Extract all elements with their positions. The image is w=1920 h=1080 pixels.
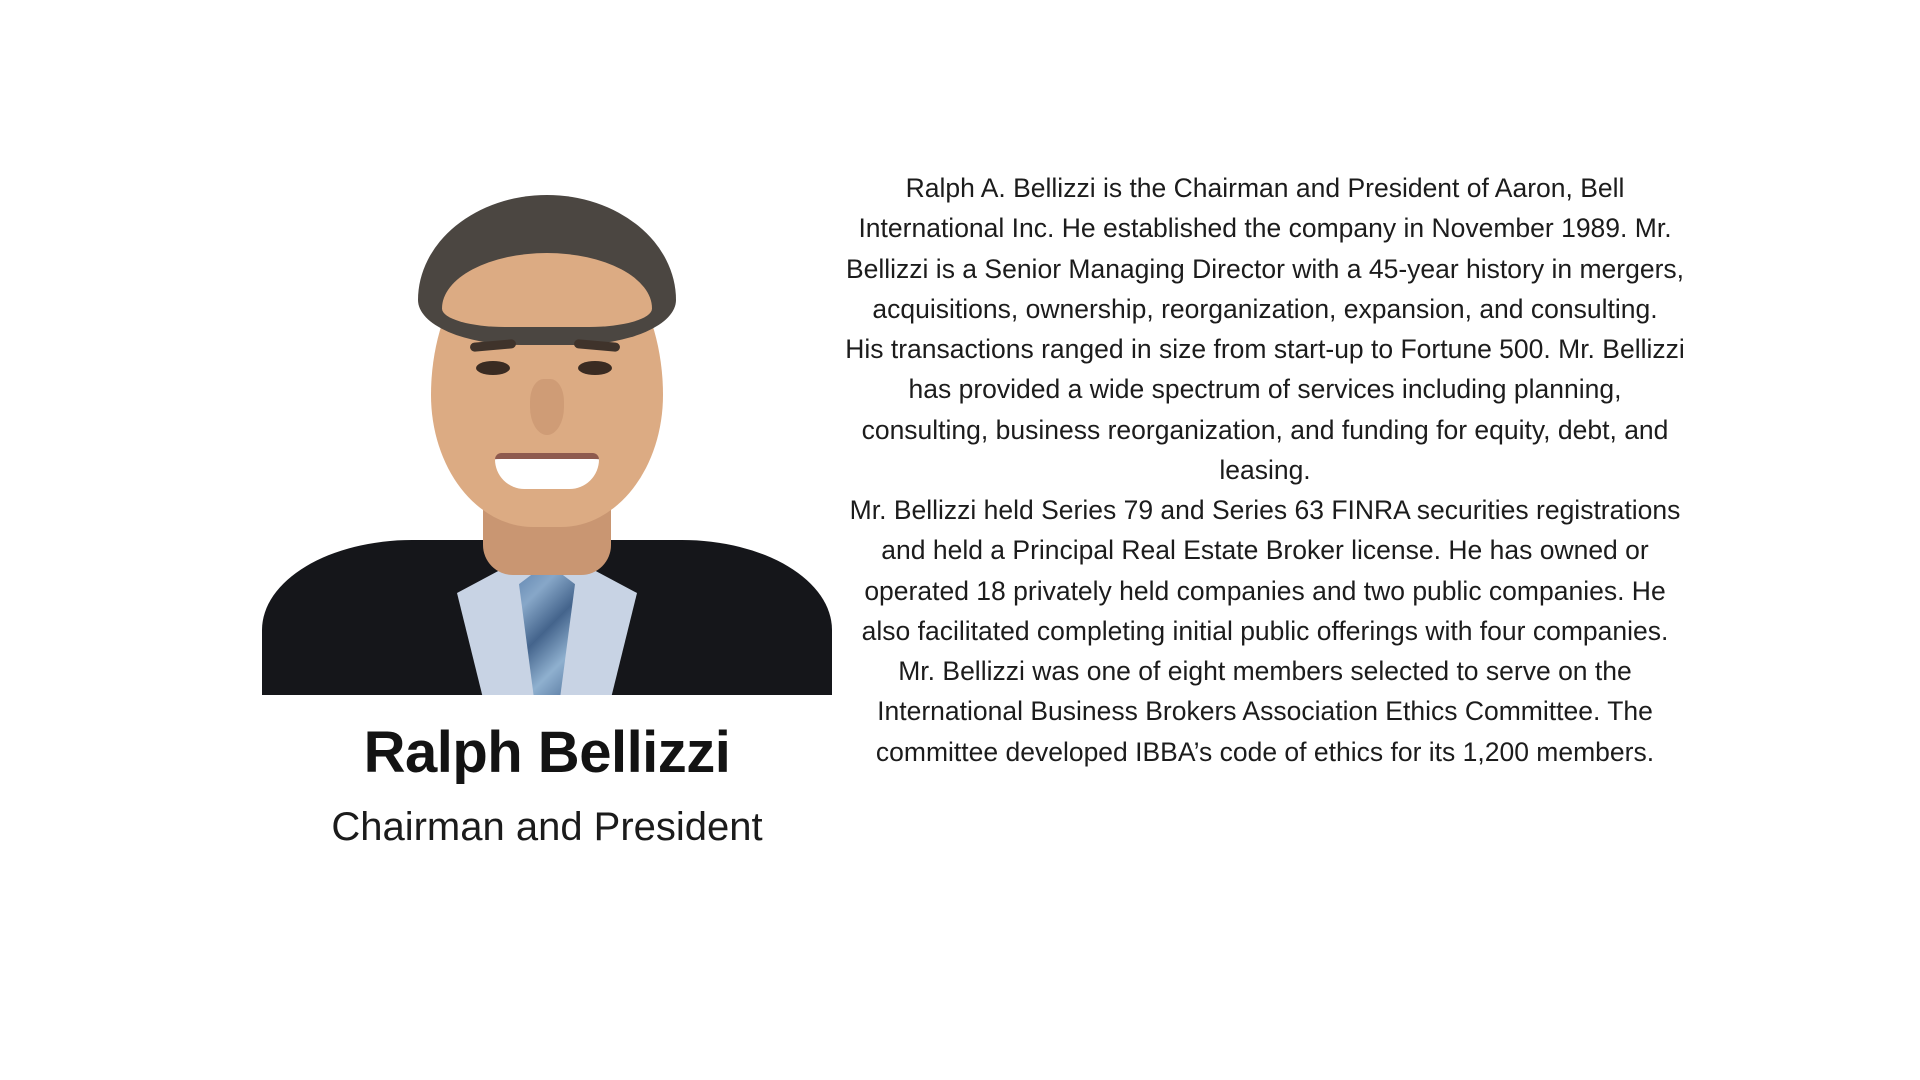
biography-text bbox=[845, 168, 1685, 772]
person-name: Ralph Bellizzi bbox=[363, 720, 731, 785]
mouth-shape bbox=[495, 453, 599, 489]
portrait-photo bbox=[262, 165, 832, 695]
eye-right-shape bbox=[578, 361, 612, 375]
bio-paragraph: Mr. Bellizzi was one of eight members selected to serve on the International Business Brokers Association Ethics Committee. The committee developed IBBA’s code of ethics for its 1,200 members. bbox=[875, 656, 1655, 767]
bio-paragraph: Mr. Bellizzi held Series 79 and Series 63 FINRA securities registrations and held a Principal Real Estate Broker license. He has owned or operated 18 privately held companies and two public companies. He also facilitated completing initial public offerings with four companies. bbox=[849, 495, 1681, 646]
person-title: Chairman and President bbox=[331, 804, 763, 849]
bio-paragraph: His transactions ranged in size from start-up to Fortune 500. Mr. Bellizzi has provided a wide spectrum of services including planning, consulting, business reorganization, and funding for equity, debt, and leasing. bbox=[845, 334, 1685, 485]
nose-shape bbox=[530, 379, 564, 435]
bio-paragraph: Ralph A. Bellizzi is the Chairman and President of Aaron, Bell International Inc. He established the company in November 1989. Mr. Bellizzi is a Senior Managing Director with a 45-year history in mergers, acquisitions, ownership, reorganization, expansion, and consulting. bbox=[845, 173, 1685, 324]
profile-block bbox=[262, 165, 832, 851]
eye-left-shape bbox=[476, 361, 510, 375]
